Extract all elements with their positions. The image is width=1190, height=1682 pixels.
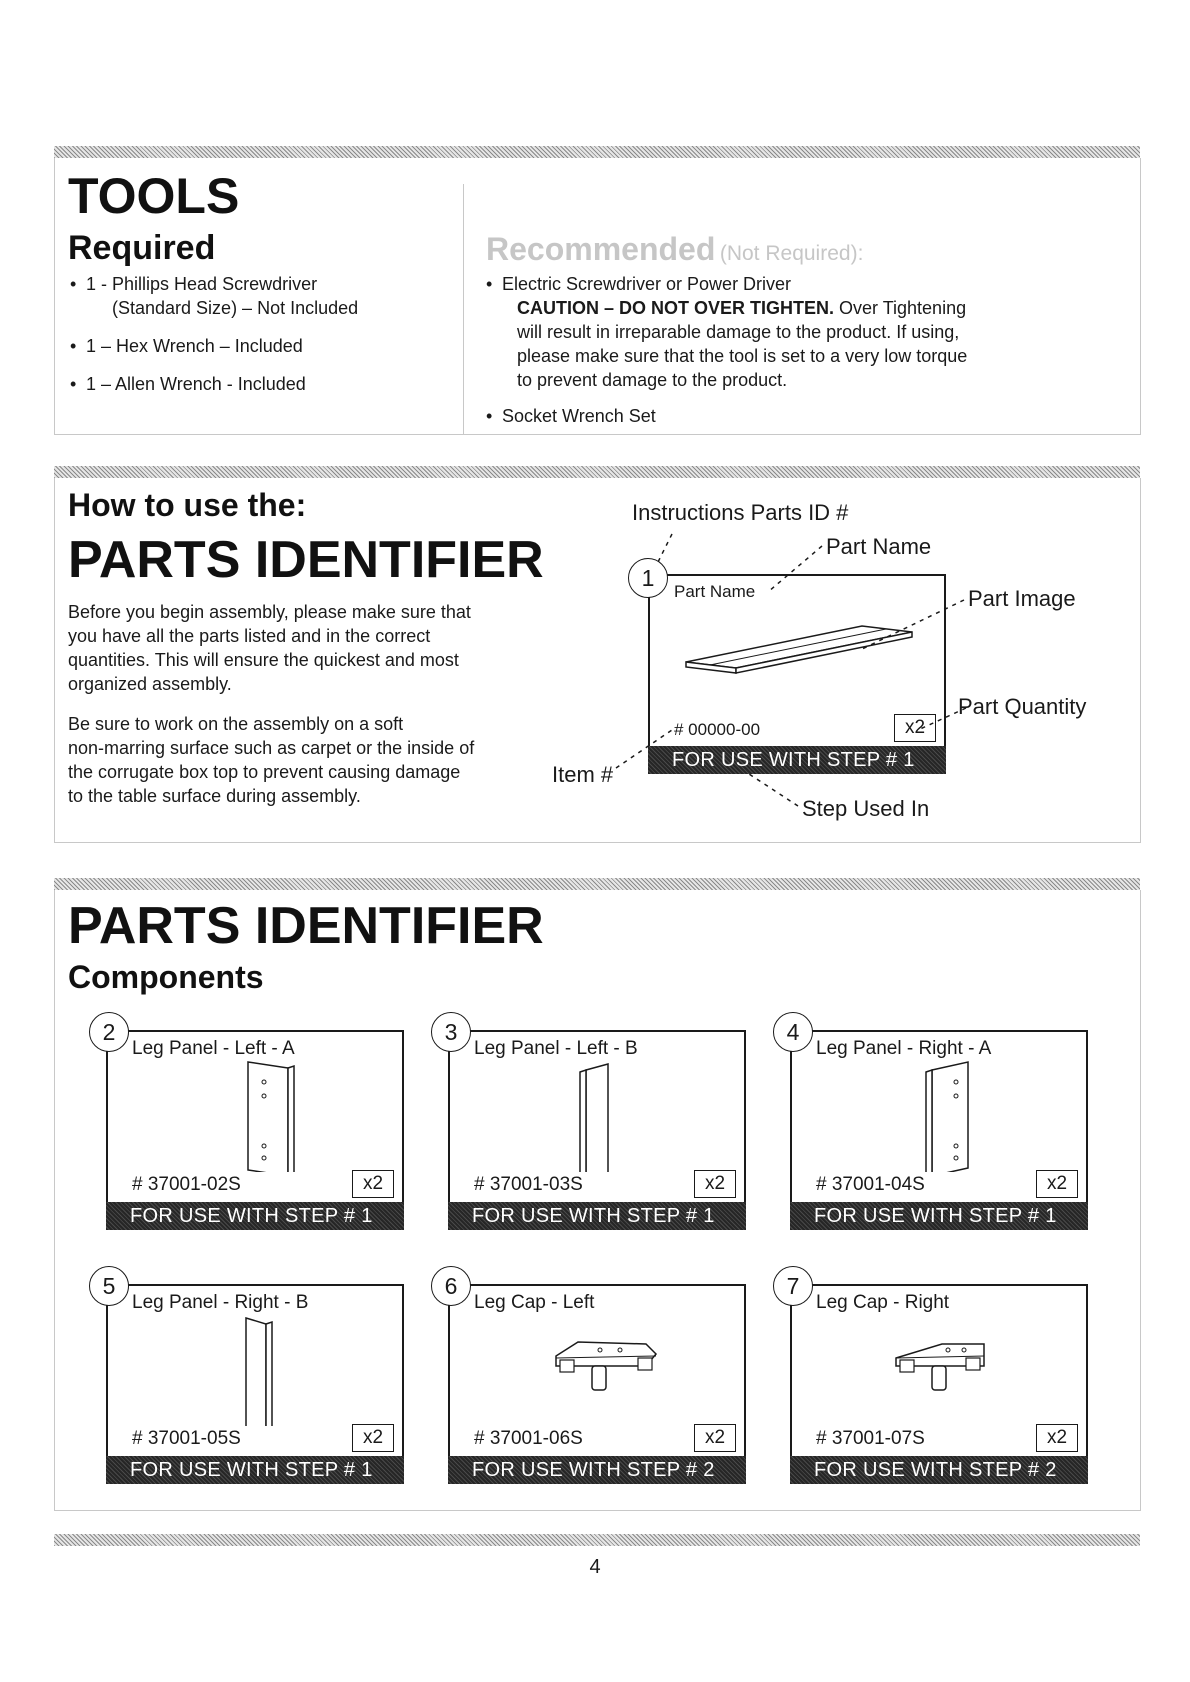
components-title: PARTS IDENTIFIER xyxy=(68,897,544,955)
paragraph-line: Before you begin assembly, please make sure that xyxy=(68,602,471,622)
example-item-number-circle: 1 xyxy=(628,558,668,598)
part-number: # 37001-05S xyxy=(132,1428,241,1449)
callout-item-number: Item # xyxy=(552,762,614,787)
part-name: Leg Panel - Right - A xyxy=(816,1038,992,1059)
caution-line: to prevent damage to the product. xyxy=(517,370,788,390)
caution-line xyxy=(486,296,1006,320)
part-number-circle: 7 xyxy=(773,1266,813,1306)
part-qty: x2 xyxy=(694,1170,736,1198)
part-qty: x2 xyxy=(694,1424,736,1452)
part-qty: x2 xyxy=(1036,1424,1078,1452)
example-card-part-number: # 00000-00 xyxy=(674,720,761,739)
leg-cap-right-illustration xyxy=(792,1314,1090,1426)
required-item-text: 1 – Hex Wrench – Included xyxy=(86,336,303,356)
leg-panel-left-a-illustration xyxy=(108,1060,406,1172)
recommended-item: • Socket Wrench Set xyxy=(486,406,656,426)
how-to-title: PARTS IDENTIFIER xyxy=(68,531,544,589)
required-item-sub: (Standard Size) – Not Included xyxy=(112,298,359,318)
caution-line: please make sure that the tool is set to a very low torque xyxy=(517,346,968,366)
example-card-qty: x2 xyxy=(894,714,936,742)
paragraph-line: the corrugate box top to prevent causing damage xyxy=(68,762,461,782)
required-heading: Required xyxy=(68,229,216,267)
leg-panel-right-a-illustration xyxy=(792,1060,1090,1172)
part-step-bar: FOR USE WITH STEP # 1 xyxy=(448,1202,746,1230)
required-item: • 1 – Allen Wrench - Included xyxy=(70,374,306,394)
part-card xyxy=(790,1030,1088,1230)
recommended-heading-row xyxy=(486,232,863,273)
section-divider-stripe xyxy=(54,466,1140,478)
leg-cap-left-illustration xyxy=(450,1314,748,1426)
recommended-note: (Not Required): xyxy=(719,242,864,265)
part-step-bar: FOR USE WITH STEP # 2 xyxy=(448,1456,746,1484)
part-card xyxy=(106,1030,404,1230)
part-card xyxy=(448,1284,746,1484)
part-step-bar: FOR USE WITH STEP # 1 xyxy=(106,1202,404,1230)
part-number: # 37001-03S xyxy=(474,1174,583,1195)
paragraph-line: organized assembly. xyxy=(68,674,232,694)
part-step-bar: FOR USE WITH STEP # 1 xyxy=(106,1456,404,1484)
part-number-circle: 3 xyxy=(431,1012,471,1052)
page-number: 4 xyxy=(589,1556,601,1578)
recommended-item: • Electric Screwdriver or Power Driver xyxy=(486,274,792,294)
required-item-text: 1 - Phillips Head Screwdriver xyxy=(86,274,318,294)
part-number: # 37001-04S xyxy=(816,1174,925,1195)
caution-line: will result in irreparable damage to the product. If using, xyxy=(517,322,960,342)
part-name: Leg Panel - Right - B xyxy=(132,1292,309,1313)
recommended-heading: Recommended xyxy=(486,231,716,267)
part-card xyxy=(106,1284,404,1484)
part-number-circle: 6 xyxy=(431,1266,471,1306)
part-number-circle: 5 xyxy=(89,1266,129,1306)
paragraph-line: non-marring surface such as carpet or the inside of xyxy=(68,738,475,758)
part-card xyxy=(790,1284,1088,1484)
paragraph-line: quantities. This will ensure the quickest and most xyxy=(68,650,459,670)
caution-label: CAUTION – DO NOT OVER TIGHTEN. xyxy=(517,298,835,318)
part-qty: x2 xyxy=(352,1170,394,1198)
part-name: Leg Cap - Right xyxy=(816,1292,950,1313)
callout-part-name: Part Name xyxy=(826,534,932,559)
part-name: Leg Panel - Left - B xyxy=(474,1038,638,1059)
part-number: # 37001-02S xyxy=(132,1174,241,1195)
part-name: Leg Cap - Left xyxy=(474,1292,595,1313)
section-divider-stripe xyxy=(54,146,1140,158)
required-item: • 1 – Hex Wrench – Included xyxy=(70,336,303,356)
callout-instructions-parts-id: Instructions Parts ID # xyxy=(632,500,849,525)
leg-panel-right-b-illustration xyxy=(108,1314,406,1426)
required-list xyxy=(70,272,358,396)
part-step-bar: FOR USE WITH STEP # 1 xyxy=(790,1202,1088,1230)
paragraph-line: Be sure to work on the assembly on a soft xyxy=(68,714,404,734)
example-card-label: Part Name xyxy=(674,582,756,601)
part-number-circle: 2 xyxy=(89,1012,129,1052)
tools-title: TOOLS xyxy=(68,168,240,224)
part-number: # 37001-07S xyxy=(816,1428,925,1449)
paragraph-line: you have all the parts listed and in the correct xyxy=(68,626,431,646)
callout-part-quantity: Part Quantity xyxy=(958,694,1087,719)
example-card-step-bar: FOR USE WITH STEP # 1 xyxy=(648,746,946,774)
required-item-text: 1 – Allen Wrench - Included xyxy=(86,374,306,394)
recommended-item-text: Electric Screwdriver or Power Driver xyxy=(502,274,792,294)
part-number: # 37001-06S xyxy=(474,1428,583,1449)
tools-column-divider xyxy=(463,184,464,434)
part-card xyxy=(448,1030,746,1230)
part-number-circle: 4 xyxy=(773,1012,813,1052)
recommended-item-text: Socket Wrench Set xyxy=(502,406,656,426)
callout-part-image: Part Image xyxy=(968,586,1076,611)
recommended-list xyxy=(486,272,1006,428)
part-name: Leg Panel - Left - A xyxy=(132,1038,295,1059)
how-to-heading: How to use the: xyxy=(68,487,307,523)
callout-leader-lines xyxy=(560,500,1100,830)
how-to-paragraph-2 xyxy=(68,712,508,808)
leg-panel-left-b-illustration xyxy=(450,1060,748,1172)
section-divider-stripe xyxy=(54,1534,1140,1546)
section-divider-stripe xyxy=(54,878,1140,890)
paragraph-line: to the table surface during assembly. xyxy=(68,786,361,806)
part-qty: x2 xyxy=(1036,1170,1078,1198)
part-step-bar: FOR USE WITH STEP # 2 xyxy=(790,1456,1088,1484)
callout-step-used-in: Step Used In xyxy=(802,796,930,821)
components-subtitle: Components xyxy=(68,959,264,995)
how-to-paragraph-1 xyxy=(68,600,508,696)
part-qty: x2 xyxy=(352,1424,394,1452)
required-item: • 1 - Phillips Head Screwdriver xyxy=(70,274,318,294)
caution-text: Over Tightening xyxy=(834,298,967,318)
